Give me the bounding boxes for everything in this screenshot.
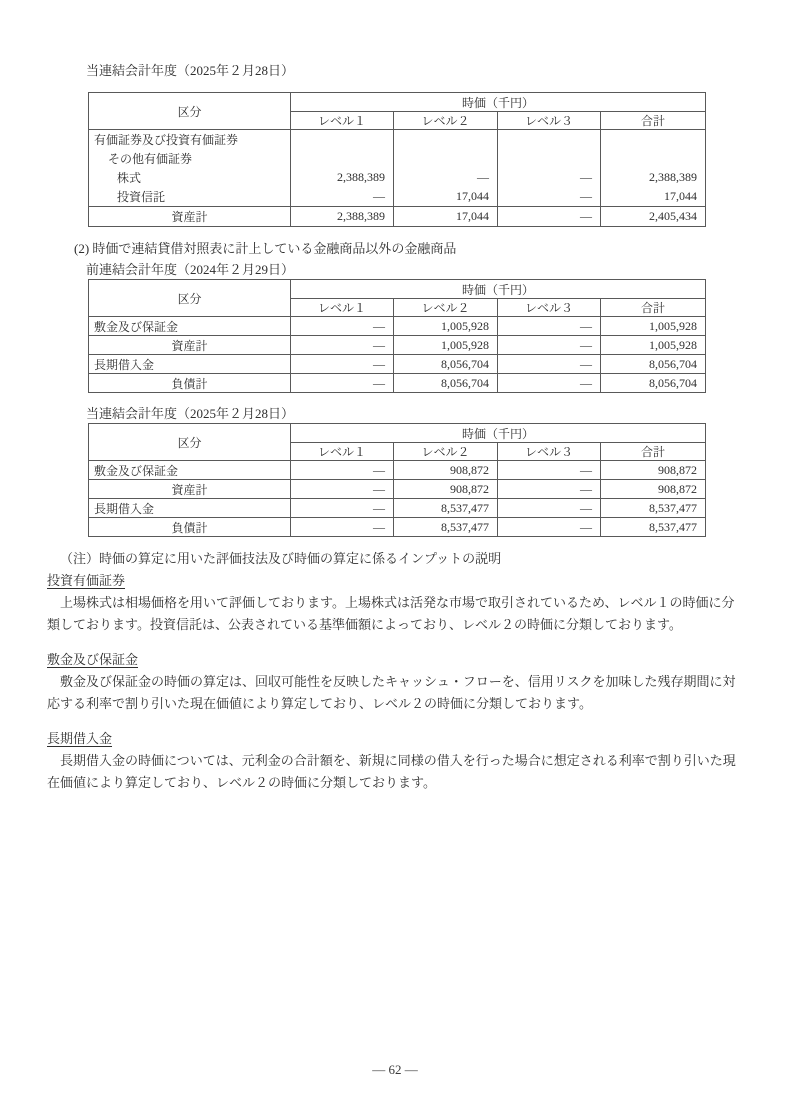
row-label: 負債計	[89, 374, 291, 393]
cell-level2: 908,872	[394, 480, 498, 499]
table-header-row	[89, 424, 706, 443]
cell-level3: —	[498, 461, 601, 480]
table-row-total-liabilities	[89, 374, 706, 393]
row-label: 長期借入金	[89, 499, 291, 518]
cell-total: 1,005,928	[601, 317, 706, 336]
cell-level2: 8,056,704	[394, 374, 498, 393]
table-row	[89, 499, 706, 518]
header-level3: レベル３	[498, 112, 601, 130]
cell-level1: —	[291, 461, 394, 480]
row-label: 資産計	[89, 336, 291, 355]
table-row	[89, 130, 706, 150]
note-heading-text: 長期借入金	[47, 731, 113, 746]
note-section-long-term-loans	[47, 728, 753, 794]
cell-level1: —	[291, 499, 394, 518]
row-label: 資産計	[89, 480, 291, 499]
cell-level3: —	[498, 499, 601, 518]
cell-level2	[394, 130, 498, 150]
cell-level3: —	[498, 207, 601, 227]
row-label: 敷金及び保証金	[89, 317, 291, 336]
header-category: 区分	[89, 93, 291, 130]
note-heading	[47, 728, 753, 750]
header-group-fair-value: 時価（千円）	[291, 280, 706, 299]
cell-total: 8,537,477	[601, 518, 706, 537]
cell-total: 2,388,389	[601, 168, 706, 187]
header-level2: レベル２	[394, 443, 498, 461]
note-intro: （注）時価の算定に用いた評価技法及び時価の算定に係るインプットの説明	[60, 551, 502, 566]
table-row	[89, 168, 706, 187]
fair-value-table-other-prior	[88, 279, 706, 393]
row-label: 有価証券及び投資有価証券	[89, 130, 291, 150]
cell-total: 17,044	[601, 187, 706, 207]
header-level3: レベル３	[498, 443, 601, 461]
cell-level1: 2,388,389	[291, 207, 394, 227]
fair-value-table-other-current	[88, 423, 706, 537]
cell-level2: 1,005,928	[394, 317, 498, 336]
table-row	[89, 461, 706, 480]
cell-level1: —	[291, 187, 394, 207]
table-row	[89, 317, 706, 336]
cell-total: 908,872	[601, 480, 706, 499]
note-section-deposits-guarantees	[47, 649, 753, 715]
cell-level1: —	[291, 355, 394, 374]
cell-level2: 17,044	[394, 207, 498, 227]
note-heading	[47, 570, 753, 592]
cell-level2: 8,537,477	[394, 518, 498, 537]
cell-level1: —	[291, 518, 394, 537]
cell-level2: —	[394, 168, 498, 187]
cell-level2	[394, 149, 498, 168]
header-level3: レベル３	[498, 299, 601, 317]
row-label: 投資信託	[89, 187, 291, 207]
table-row-total-liabilities	[89, 518, 706, 537]
cell-level1: —	[291, 336, 394, 355]
note-paragraph-line: 類しております。投資信託は、公表されている基準価額によっており、レベル２の時価に分類しております。	[47, 617, 682, 632]
row-label: 負債計	[89, 518, 291, 537]
row-label: 長期借入金	[89, 355, 291, 374]
cell-level1: —	[291, 480, 394, 499]
cell-level3	[498, 149, 601, 168]
header-category: 区分	[89, 424, 291, 461]
cell-level2: 1,005,928	[394, 336, 498, 355]
header-level1: レベル１	[291, 443, 394, 461]
table-row-total-assets	[89, 480, 706, 499]
row-label: 敷金及び保証金	[89, 461, 291, 480]
cell-total: 908,872	[601, 461, 706, 480]
cell-level2: 17,044	[394, 187, 498, 207]
cell-level1: —	[291, 374, 394, 393]
cell-level2: 908,872	[394, 461, 498, 480]
header-level1: レベル１	[291, 299, 394, 317]
cell-total: 2,405,434	[601, 207, 706, 227]
note-paragraph-line: 応する利率で割り引いた現在価値により算定しており、レベル２の時価に分類しております。	[47, 696, 592, 711]
page-number: ― 62 ―	[372, 1062, 418, 1077]
header-level1: レベル１	[291, 112, 394, 130]
row-label: 資産計	[89, 207, 291, 227]
cell-level2: 8,537,477	[394, 499, 498, 518]
note-heading-text: 投資有価証券	[47, 573, 126, 588]
cell-total	[601, 130, 706, 150]
cell-level1	[291, 130, 394, 150]
row-label: 株式	[89, 168, 291, 187]
cell-level1	[291, 149, 394, 168]
header-total: 合計	[601, 443, 706, 461]
cell-total: 1,005,928	[601, 336, 706, 355]
note-paragraph-line: 上場株式は相場価格を用いて評価しております。上場株式は活発な市場で取引されているため、レベル１の時価に分	[47, 595, 735, 610]
header-total: 合計	[601, 112, 706, 130]
row-label: その他有価証券	[89, 149, 291, 168]
table-row	[89, 187, 706, 207]
cell-total: 8,056,704	[601, 355, 706, 374]
note-paragraph-line: 敷金及び保証金の時価の算定は、回収可能性を反映したキャッシュ・フローを、信用リスクを加味した残存期間に対	[47, 674, 736, 689]
period-label-table2: 前連結会計年度（2024年２月29日）	[86, 262, 295, 277]
table-row-total-assets	[89, 207, 706, 227]
note-heading	[47, 649, 753, 671]
period-label-table3: 当連結会計年度（2025年２月28日）	[86, 406, 295, 421]
period-label-table1: 当連結会計年度（2025年２月28日）	[86, 63, 295, 78]
cell-total	[601, 149, 706, 168]
note-paragraph-line: 長期借入金の時価については、元利金の合計額を、新規に同様の借入を行った場合に想定される利率で割り引いた現	[47, 753, 736, 768]
fair-value-table-securities-current	[88, 92, 706, 227]
header-group-fair-value: 時価（千円）	[291, 424, 706, 443]
cell-level3: —	[498, 480, 601, 499]
cell-level2: 8,056,704	[394, 355, 498, 374]
table-row	[89, 149, 706, 168]
header-level2: レベル２	[394, 112, 498, 130]
note-section-investment-securities	[47, 570, 753, 636]
note-heading-text: 敷金及び保証金	[47, 652, 139, 667]
section2-heading: (2) 時価で連結貸借対照表に計上している金融商品以外の金融商品	[74, 241, 457, 256]
cell-total: 8,056,704	[601, 374, 706, 393]
cell-level1: 2,388,389	[291, 168, 394, 187]
cell-level3: —	[498, 187, 601, 207]
cell-level3: —	[498, 168, 601, 187]
cell-level3: —	[498, 336, 601, 355]
header-level2: レベル２	[394, 299, 498, 317]
cell-level3: —	[498, 355, 601, 374]
cell-level1: —	[291, 317, 394, 336]
table-header-row	[89, 93, 706, 112]
table-row	[89, 355, 706, 374]
cell-level3	[498, 130, 601, 150]
header-category: 区分	[89, 280, 291, 317]
table-header-row	[89, 280, 706, 299]
cell-level3: —	[498, 518, 601, 537]
cell-level3: —	[498, 374, 601, 393]
cell-total: 8,537,477	[601, 499, 706, 518]
cell-level3: —	[498, 317, 601, 336]
notes-section	[47, 548, 753, 794]
table-row-total-assets	[89, 336, 706, 355]
header-group-fair-value: 時価（千円）	[291, 93, 706, 112]
header-total: 合計	[601, 299, 706, 317]
note-paragraph-line: 在価値により算定しており、レベル２の時価に分類しております。	[47, 775, 436, 790]
